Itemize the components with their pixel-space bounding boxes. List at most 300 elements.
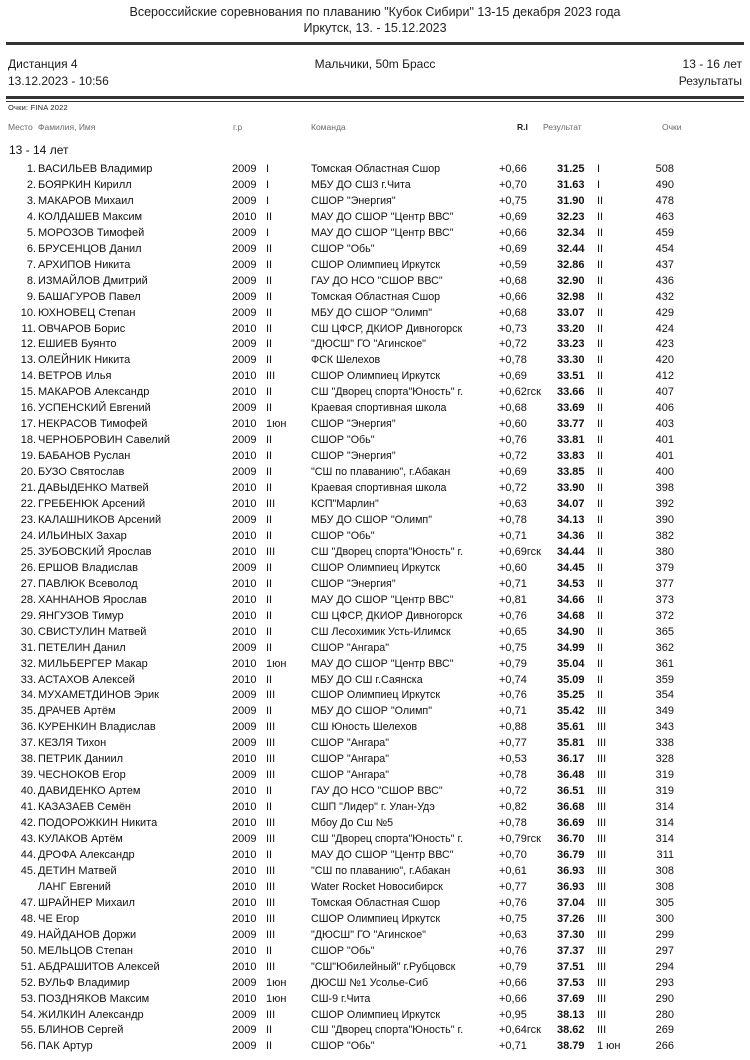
row-result-time: 33.81 [557,434,585,447]
row-result-rank: III [597,896,607,909]
row-place: 32. [20,657,36,670]
row-athlete-name: ПАК Артур [38,1040,93,1053]
row-result-rank: II [597,609,604,622]
row-points: 437 [655,258,674,271]
row-points: 361 [655,657,674,670]
row-athlete-name: ВАСИЛЬЕВ Владимир [38,163,153,175]
row-result-rank: III [597,1024,607,1037]
col-header-points: Очки [662,122,682,132]
results-rows [0,162,676,1055]
row-team: СШОР Олимпиец Иркутск [311,1008,441,1021]
row-result-time: 33.20 [557,322,585,335]
row-birth-year: 2009 [232,641,257,654]
row-result-time: 33.90 [557,482,585,495]
row-category: II [266,673,273,686]
row-result-rank: II [597,370,604,383]
row-category: II [266,210,273,223]
row-category: III [266,370,276,383]
row-birth-year: 2010 [232,482,257,495]
row-place: 23. [20,513,36,526]
row-reaction: +0,71 [499,705,527,718]
row-birth-year: 2010 [232,785,257,798]
row-category: III [266,817,276,830]
row-team: СШОР "Энергия" [311,577,396,590]
row-result-rank: II [597,561,604,574]
row-reaction: +0,65 [499,625,527,638]
result-row [0,1023,676,1039]
session-datetime: 13.12.2023 - 10:56 [8,74,109,88]
row-category: II [266,848,273,861]
row-team: СШОР "Ангара" [311,641,390,654]
result-row [0,976,676,992]
result-row [0,720,676,736]
row-result-rank: III [597,737,607,750]
row-result-rank: II [597,689,604,702]
row-category: II [266,242,273,255]
row-team: СШОР "Энергия" [311,450,396,463]
row-athlete-name: ПАВЛЮК Всеволод [38,577,138,590]
row-team: КСП"Марлин" [311,498,379,511]
row-team: Томская Областная Сшор [311,896,441,909]
result-row [0,417,676,433]
row-athlete-name: ХАННАНОВ Ярослав [38,593,147,606]
row-result-time: 33.23 [557,338,585,351]
row-result-time: 33.07 [557,306,585,319]
result-row [0,529,676,545]
row-place: 22. [20,498,36,511]
row-points: 328 [655,753,674,766]
row-birth-year: 2009 [232,466,257,479]
row-place: 25. [20,545,36,558]
row-result-time: 34.13 [557,513,585,526]
row-result-time: 32.90 [557,274,585,287]
row-result-rank: III [597,960,607,973]
row-category: II [266,609,273,622]
row-category: II [266,450,273,463]
row-athlete-name: ДЕТИН Матвей [38,864,117,877]
row-place: 33. [20,673,36,686]
row-result-rank: II [597,354,604,367]
row-birth-year: 2009 [232,561,257,574]
row-points: 459 [655,226,674,239]
row-category: II [266,1040,273,1053]
row-athlete-name: КЕЗЛЯ Тихон [38,737,107,750]
row-result-rank: III [597,785,607,798]
row-place: 6. [26,242,36,255]
row-place: 42. [20,817,36,830]
result-row [0,353,676,369]
row-team: "СШ"Юбилейный" г.Рубцовск [311,960,456,973]
row-place: 28. [20,593,36,606]
row-reaction: +0,70 [499,848,527,861]
row-birth-year: 2009 [232,1024,257,1037]
row-birth-year: 2009 [232,769,257,782]
row-result-rank: III [597,721,607,734]
result-row [0,369,676,385]
row-birth-year: 2009 [232,976,257,989]
row-reaction: +0,60 [499,561,527,574]
row-reaction: +0,75 [499,912,527,925]
row-result-time: 36.48 [557,769,585,782]
row-athlete-name: ПЕТРИК Даниил [38,753,124,766]
row-reaction: +0,69 [499,242,527,255]
row-athlete-name: МАКАРОВ Михаил [38,194,134,207]
row-birth-year: 2009 [232,178,257,191]
row-points: 314 [655,801,674,814]
row-place: 30. [20,625,36,638]
row-result-time: 33.66 [557,386,585,399]
row-points: 293 [655,976,674,989]
result-row [0,210,676,226]
row-reaction: +0,76 [499,896,527,909]
row-reaction: +0,71 [499,529,527,542]
row-reaction: +0,68 [499,402,527,415]
row-place: 47. [20,896,36,909]
result-row [0,337,676,353]
row-points: 300 [655,912,674,925]
row-reaction: +0,95 [499,1008,527,1021]
row-result-time: 36.68 [557,801,585,814]
row-category: I [266,178,270,191]
result-row [0,832,676,848]
row-reaction: +0,66 [499,226,527,239]
row-result-time: 36.17 [557,753,585,766]
row-birth-year: 2009 [232,274,257,287]
event-title: Мальчики, 50m Брасс [314,57,436,71]
row-result-time: 34.66 [557,593,585,606]
row-reaction: +0,78 [499,817,527,830]
row-reaction: +0,66 [499,976,527,989]
row-points: 401 [655,434,674,447]
row-athlete-name: ИЗМАЙЛОВ Дмитрий [38,274,148,287]
row-athlete-name: ДРОФА Александр [38,848,135,861]
row-athlete-name: ДРАЧЕВ Артём [38,705,116,718]
row-place: 51. [20,960,36,973]
row-reaction: +0,61 [499,864,527,877]
row-team: МБУ ДО СШОР "Олимп" [311,705,432,718]
row-birth-year: 2010 [232,609,257,622]
row-category: II [266,274,273,287]
row-reaction: +0,72 [499,450,527,463]
row-place: 54. [20,1008,36,1021]
row-result-rank: II [597,338,604,351]
row-category: II [266,577,273,590]
row-team: СШ-9 г.Чита [311,992,371,1005]
row-athlete-name: МОРОЗОВ Тимофей [38,226,145,239]
row-points: 400 [655,466,674,479]
row-result-rank: II [597,466,604,479]
result-row [0,992,676,1008]
row-birth-year: 2010 [232,418,257,431]
result-row [0,545,676,561]
row-result-rank: III [597,705,607,718]
row-points: 319 [655,769,674,782]
row-result-time: 35.61 [557,721,585,734]
row-category: II [266,641,273,654]
row-points: 406 [655,402,674,415]
row-result-rank: III [597,769,607,782]
row-place: 7. [26,258,36,271]
row-place: 36. [20,721,36,734]
result-row [0,481,676,497]
row-team: "ДЮСШ" ГО "Агинское" [311,928,426,941]
row-category: I [266,163,270,175]
col-header-team: Команда [311,122,346,132]
row-birth-year: 2010 [232,545,257,558]
row-birth-year: 2009 [232,689,257,702]
row-reaction: +0,64гск [499,1024,541,1037]
row-birth-year: 2009 [232,1040,257,1053]
row-team: МАУ ДО СШОР "Центр ВВС" [311,226,454,239]
row-reaction: +0,76 [499,609,527,622]
row-team: "ДЮСШ" ГО "Агинское" [311,338,426,351]
row-team: МБУ ДО СШ г.Саянска [311,673,423,686]
result-row [0,322,676,338]
row-points: 373 [655,593,674,606]
row-team: СШ ЦФСР, ДКИОР Дивногорск [311,609,463,622]
divider-middle-thin [6,101,744,102]
row-athlete-name: БЛИНОВ Сергей [38,1024,124,1037]
row-reaction: +0,77 [499,737,527,750]
row-result-time: 35.42 [557,705,585,718]
row-points: 349 [655,705,674,718]
row-result-rank: II [597,545,604,558]
row-result-time: 35.09 [557,673,585,686]
row-birth-year: 2009 [232,226,257,239]
row-place: 55. [20,1024,36,1037]
result-row [0,736,676,752]
row-athlete-name: МУХАМЕТДИНОВ Эрик [38,689,159,702]
row-result-rank: II [597,450,604,463]
row-athlete-name: КОЛДАШЕВ Максим [38,210,143,223]
row-reaction: +0,63 [499,498,527,511]
row-birth-year: 2009 [232,402,257,415]
row-category: II [266,306,273,319]
row-result-time: 37.04 [557,896,585,909]
row-team: Water Rocket Новосибирск [311,880,443,893]
row-birth-year: 2010 [232,625,257,638]
row-points: 338 [655,737,674,750]
row-birth-year: 2010 [232,210,257,223]
row-reaction: +0,78 [499,354,527,367]
row-team: СШ "Дворец спорта"Юность" г. [311,1024,464,1037]
row-reaction: +0,53 [499,753,527,766]
row-team: СШ "Дворец спорта"Юность" г. [311,833,464,846]
row-reaction: +0,76 [499,944,527,957]
row-birth-year: 2010 [232,880,257,893]
row-result-rank: II [597,274,604,287]
row-result-time: 36.69 [557,817,585,830]
row-place: 27. [20,577,36,590]
row-result-time: 37.26 [557,912,585,925]
row-team: СШОР "Энергия" [311,194,396,207]
result-row [0,561,676,577]
row-points: 382 [655,529,674,542]
row-birth-year: 2009 [232,194,257,207]
row-result-time: 33.30 [557,354,585,367]
row-result-rank: III [597,976,607,989]
row-points: 362 [655,641,674,654]
row-team: ФСК Шелехов [311,354,381,367]
row-athlete-name: БАБАНОВ Руслан [38,450,131,463]
result-row [0,162,676,178]
row-team: СШ "Дворец спорта"Юность" г. [311,386,464,399]
row-birth-year: 2009 [232,306,257,319]
row-category: II [266,402,273,415]
row-team: Томская Областная Сшор [311,163,441,175]
row-birth-year: 2010 [232,673,257,686]
row-athlete-name: КАЗАЗАЕВ Семён [38,801,132,814]
row-athlete-name: ЮХНОВЕЦ Степан [38,306,136,319]
row-result-time: 34.44 [557,545,585,558]
row-reaction: +0,79 [499,960,527,973]
result-row [0,226,676,242]
row-category: I [266,194,270,207]
row-points: 398 [655,482,674,495]
row-athlete-name: ВУЛЬФ Владимир [38,976,130,989]
result-row [0,673,676,689]
row-category: III [266,928,276,941]
result-row [0,385,676,401]
row-category: II [266,801,273,814]
row-result-rank: II [597,322,604,335]
row-result-time: 38.62 [557,1024,585,1037]
row-result-rank: II [597,498,604,511]
row-result-time: 34.07 [557,498,585,511]
row-place: 39. [20,769,36,782]
row-team: СШОР Олимпиец Иркутск [311,258,441,271]
row-place: 8. [26,274,36,287]
row-result-rank: III [597,864,607,877]
row-result-time: 34.99 [557,641,585,654]
row-place: 29. [20,609,36,622]
row-birth-year: 2010 [232,801,257,814]
row-result-rank: II [597,657,604,670]
row-birth-year: 2010 [232,322,257,335]
row-birth-year: 2009 [232,928,257,941]
row-place: 53. [20,992,36,1005]
divider-top [6,42,744,45]
row-birth-year: 2009 [232,354,257,367]
row-points: 266 [655,1040,674,1053]
row-category: II [266,338,273,351]
row-points: 380 [655,545,674,558]
row-category: II [266,561,273,574]
row-points: 377 [655,577,674,590]
row-category: III [266,1008,276,1021]
row-team: МАУ ДО СШОР "Центр ВВС" [311,593,454,606]
row-birth-year: 2010 [232,753,257,766]
result-row [0,704,676,720]
row-result-time: 35.81 [557,737,585,750]
row-birth-year: 2009 [232,1008,257,1021]
row-result-rank: II [597,641,604,654]
row-place: 15. [20,386,36,399]
row-place: 12. [20,338,36,351]
row-athlete-name: ЯНГУЗОВ Тимур [38,609,124,622]
row-team: ДЮСШ №1 Усолье-Сиб [311,976,429,989]
row-category: III [266,896,276,909]
row-athlete-name: ШРАЙНЕР Михаил [38,896,135,909]
row-birth-year: 2010 [232,896,257,909]
row-result-time: 37.69 [557,992,585,1005]
row-result-rank: 1 юн [597,1040,621,1053]
row-points: 508 [655,163,674,175]
row-team: СШОР "Ангара" [311,753,390,766]
row-result-rank: III [597,833,607,846]
row-result-time: 38.79 [557,1040,585,1053]
row-birth-year: 2009 [232,833,257,846]
row-place: 11. [21,322,36,335]
row-team: МБУ ДО СШ3 г.Чита [311,178,411,191]
row-team: ГАУ ДО НСО "СШОР ВВС" [311,785,443,798]
result-row [0,290,676,306]
result-row [0,274,676,290]
row-athlete-name: ЗУБОВСКИЙ Ярослав [38,545,152,558]
row-result-time: 37.53 [557,976,585,989]
row-reaction: +0,77 [499,880,527,893]
row-category: II [266,529,273,542]
row-team: СШ "Дворец спорта"Юность" г. [311,545,464,558]
row-team: ГАУ ДО НСО "СШОР ВВС" [311,274,443,287]
row-reaction: +0,68 [499,306,527,319]
row-result-rank: II [597,194,604,207]
result-row [0,928,676,944]
row-team: СШОР "Обь" [311,944,375,957]
row-team: СШ Юность Шелехов [311,721,418,734]
competition-title: Всероссийские соревнования по плаванию "Кубок Сибири" 13-15 декабря 2023 года [129,5,621,19]
row-place: 37. [20,737,36,750]
row-place: 14. [20,370,36,383]
row-result-rank: II [597,529,604,542]
row-athlete-name: ПОДОРОЖКИН Никита [38,817,158,830]
row-athlete-name: БАШАГУРОВ Павел [38,290,141,303]
row-place: 41. [20,801,36,814]
age-group-section-title: 13 - 14 лет [9,143,69,157]
row-result-time: 36.79 [557,848,585,861]
row-category: III [266,721,276,734]
row-athlete-name: НЕКРАСОВ Тимофей [38,418,148,431]
row-team: СШОР Олимпиец Иркутск [311,561,441,574]
row-place: 16. [20,402,36,415]
row-category: III [266,960,276,973]
row-result-rank: III [597,944,607,957]
row-reaction: +0,74 [499,673,527,686]
row-team: МАУ ДО СШОР "Центр ВВС" [311,210,454,223]
row-result-rank: II [597,625,604,638]
row-athlete-name: МЕЛЬЦОВ Степан [38,944,133,957]
row-points: 490 [655,178,674,191]
row-result-rank: III [597,912,607,925]
row-place: 38. [20,753,36,766]
row-result-rank: III [597,817,607,830]
row-points: 299 [655,928,674,941]
row-team: СШОР Олимпиец Иркутск [311,370,441,383]
col-header-ri: R.I [517,122,528,132]
row-points: 478 [655,194,674,207]
row-reaction: +0,72 [499,482,527,495]
row-category: III [266,545,276,558]
row-category: III [266,769,276,782]
row-place: 40. [20,785,36,798]
row-points: 305 [655,896,674,909]
row-place: 24. [20,529,36,542]
row-athlete-name: ЖИЛКИН Александр [38,1008,144,1021]
row-points: 420 [655,354,674,367]
row-athlete-name: ВЕТРОВ Илья [38,370,112,383]
row-result-time: 32.23 [557,210,585,223]
row-team: СШОР "Обь" [311,242,375,255]
